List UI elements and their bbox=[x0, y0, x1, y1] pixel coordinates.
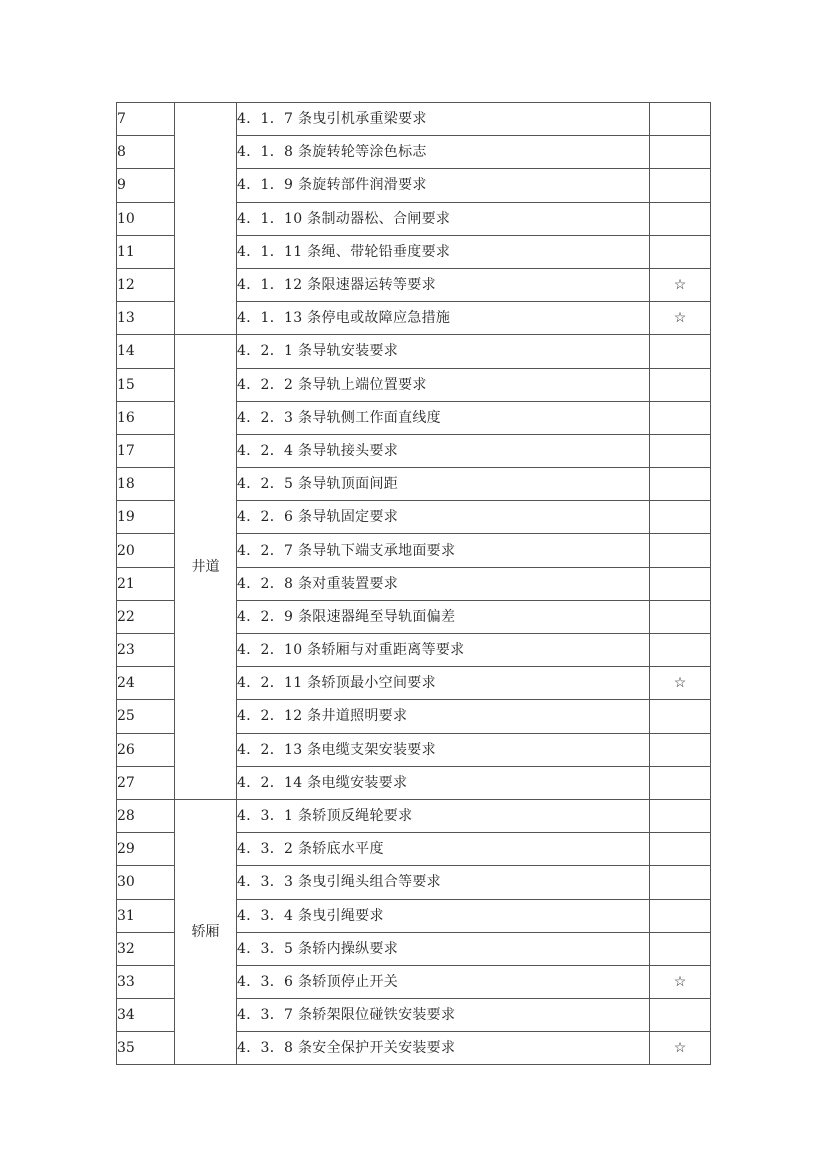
requirement-item: 4．3．8 条安全保护开关安装要求 bbox=[237, 1032, 650, 1065]
table-row bbox=[117, 335, 711, 368]
requirement-item: 4．2．12 条井道照明要求 bbox=[237, 700, 650, 733]
key-item-star-mark bbox=[650, 401, 711, 434]
requirement-item: 4．3．3 条曳引绳头组合等要求 bbox=[237, 866, 650, 899]
row-number: 12 bbox=[117, 268, 175, 301]
key-item-star-mark bbox=[650, 468, 711, 501]
row-number: 35 bbox=[117, 1032, 175, 1065]
row-number: 19 bbox=[117, 501, 175, 534]
requirement-item: 4．2．10 条轿厢与对重距离等要求 bbox=[237, 634, 650, 667]
key-item-star-mark: ☆ bbox=[650, 268, 711, 301]
table-row bbox=[117, 799, 711, 832]
requirement-item: 4．2．11 条轿顶最小空间要求 bbox=[237, 667, 650, 700]
row-number: 34 bbox=[117, 999, 175, 1032]
key-item-star-mark: ☆ bbox=[650, 667, 711, 700]
key-item-star-mark bbox=[650, 501, 711, 534]
key-item-star-mark bbox=[650, 169, 711, 202]
key-item-star-mark bbox=[650, 103, 711, 136]
key-item-star-mark bbox=[650, 866, 711, 899]
requirement-item: 4．2．9 条限速器绳至导轨面偏差 bbox=[237, 600, 650, 633]
row-number: 24 bbox=[117, 667, 175, 700]
row-number: 27 bbox=[117, 766, 175, 799]
category-cell: 井道 bbox=[175, 335, 237, 800]
row-number: 9 bbox=[117, 169, 175, 202]
row-number: 17 bbox=[117, 434, 175, 467]
row-number: 7 bbox=[117, 103, 175, 136]
row-number: 15 bbox=[117, 368, 175, 401]
requirement-item: 4．3．5 条轿内操纵要求 bbox=[237, 932, 650, 965]
key-item-star-mark bbox=[650, 368, 711, 401]
row-number: 8 bbox=[117, 136, 175, 169]
key-item-star-mark bbox=[650, 799, 711, 832]
row-number: 14 bbox=[117, 335, 175, 368]
requirement-item: 4．1．9 条旋转部件润滑要求 bbox=[237, 169, 650, 202]
key-item-star-mark bbox=[650, 932, 711, 965]
key-item-star-mark bbox=[650, 567, 711, 600]
requirement-item: 4．1．11 条绳、带轮铅垂度要求 bbox=[237, 235, 650, 268]
row-number: 22 bbox=[117, 600, 175, 633]
key-item-star-mark bbox=[650, 434, 711, 467]
row-number: 21 bbox=[117, 567, 175, 600]
row-number: 16 bbox=[117, 401, 175, 434]
row-number: 25 bbox=[117, 700, 175, 733]
requirement-item: 4．2．2 条导轨上端位置要求 bbox=[237, 368, 650, 401]
requirement-item: 4．2．7 条导轨下端支承地面要求 bbox=[237, 534, 650, 567]
requirement-item: 4．1．8 条旋转轮等涂色标志 bbox=[237, 136, 650, 169]
row-number: 31 bbox=[117, 899, 175, 932]
requirement-item: 4．3．2 条轿底水平度 bbox=[237, 833, 650, 866]
requirement-item: 4．2．4 条导轨接头要求 bbox=[237, 434, 650, 467]
inspection-table bbox=[116, 102, 711, 1065]
requirement-item: 4．1．7 条曳引机承重梁要求 bbox=[237, 103, 650, 136]
row-number: 30 bbox=[117, 866, 175, 899]
requirement-item: 4．2．13 条电缆支架安装要求 bbox=[237, 733, 650, 766]
key-item-star-mark bbox=[650, 600, 711, 633]
row-number: 11 bbox=[117, 235, 175, 268]
requirement-item: 4．2．14 条电缆安装要求 bbox=[237, 766, 650, 799]
key-item-star-mark bbox=[650, 136, 711, 169]
row-number: 13 bbox=[117, 302, 175, 335]
requirement-item: 4．2．1 条导轨安装要求 bbox=[237, 335, 650, 368]
key-item-star-mark bbox=[650, 534, 711, 567]
key-item-star-mark bbox=[650, 235, 711, 268]
row-number: 20 bbox=[117, 534, 175, 567]
key-item-star-mark bbox=[650, 634, 711, 667]
row-number: 26 bbox=[117, 733, 175, 766]
requirement-item: 4．1．13 条停电或故障应急措施 bbox=[237, 302, 650, 335]
row-number: 33 bbox=[117, 965, 175, 998]
requirement-item: 4．2．3 条导轨侧工作面直线度 bbox=[237, 401, 650, 434]
row-number: 23 bbox=[117, 634, 175, 667]
key-item-star-mark bbox=[650, 899, 711, 932]
key-item-star-mark bbox=[650, 766, 711, 799]
requirement-item: 4．2．5 条导轨顶面间距 bbox=[237, 468, 650, 501]
key-item-star-mark bbox=[650, 202, 711, 235]
row-number: 29 bbox=[117, 833, 175, 866]
row-number: 18 bbox=[117, 468, 175, 501]
requirement-item: 4．3．1 条轿顶反绳轮要求 bbox=[237, 799, 650, 832]
requirement-item: 4．3．4 条曳引绳要求 bbox=[237, 899, 650, 932]
key-item-star-mark bbox=[650, 733, 711, 766]
category-cell: 轿厢 bbox=[175, 799, 237, 1065]
row-number: 10 bbox=[117, 202, 175, 235]
key-item-star-mark bbox=[650, 700, 711, 733]
key-item-star-mark bbox=[650, 999, 711, 1032]
key-item-star-mark: ☆ bbox=[650, 1032, 711, 1065]
key-item-star-mark bbox=[650, 833, 711, 866]
key-item-star-mark: ☆ bbox=[650, 302, 711, 335]
requirement-item: 4．2．8 条对重装置要求 bbox=[237, 567, 650, 600]
requirement-item: 4．1．10 条制动器松、合闸要求 bbox=[237, 202, 650, 235]
requirement-item: 4．2．6 条导轨固定要求 bbox=[237, 501, 650, 534]
category-cell bbox=[175, 103, 237, 335]
requirement-item: 4．1．12 条限速器运转等要求 bbox=[237, 268, 650, 301]
requirement-item: 4．3．7 条轿架限位碰铁安装要求 bbox=[237, 999, 650, 1032]
key-item-star-mark bbox=[650, 335, 711, 368]
row-number: 32 bbox=[117, 932, 175, 965]
table-row bbox=[117, 103, 711, 136]
requirement-item: 4．3．6 条轿顶停止开关 bbox=[237, 965, 650, 998]
inspection-table-body bbox=[117, 103, 711, 1065]
key-item-star-mark: ☆ bbox=[650, 965, 711, 998]
row-number: 28 bbox=[117, 799, 175, 832]
